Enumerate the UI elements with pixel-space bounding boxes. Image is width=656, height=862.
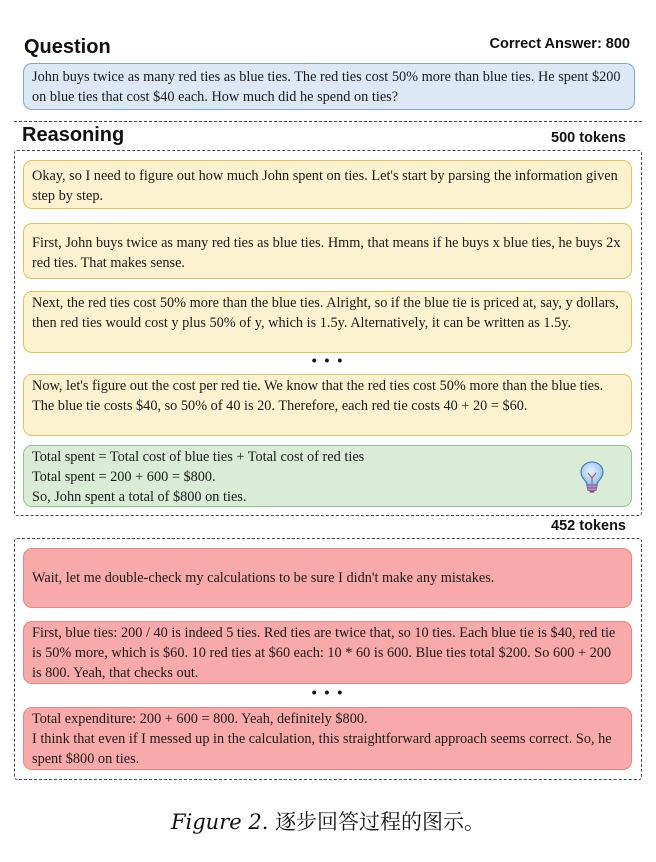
reasoning-token-count: 500 tokens [551, 130, 626, 146]
caption-text: 逐步回答过程的图示。 [275, 810, 486, 834]
reasoning-step-text: First, John buys twice as many red ties as blue ties. Hmm, that means if he buys x blue ties, he buys 2x red ties. That makes sense. [32, 235, 621, 271]
lightbulb-icon [579, 460, 605, 494]
verification-step [23, 548, 632, 608]
figure-caption [0, 806, 656, 836]
figure-label: Figure 2. [170, 810, 269, 834]
verification-step-text: First, blue ties: 200 / 40 is indeed 5 ties. Red ties are twice that, so 10 ties. Each blue tie is $40, red tie is 50% more, which is $60. 10 red ties at $60 each: 10 * 60 is 600. Blue ties total $200. So 600 + 200 is 800. Yeah, that checks out. [32, 625, 616, 681]
final-answer-box [23, 707, 632, 770]
reasoning-step [23, 291, 632, 353]
reasoning-step [23, 374, 632, 436]
answer-line: Total spent = Total cost of blue ties + Total cost of red ties [32, 449, 365, 465]
verification-step-text: Wait, let me double-check my calculations to be sure I didn't make any mistakes. [32, 570, 495, 586]
final-line: I think that even if I messed up in the calculation, this straightforward approach seems correct. So, he spent $800 on ties. [32, 731, 612, 767]
verification-token-count: 452 tokens [551, 518, 626, 534]
question-text: John buys twice as many red ties as blue ties. The red ties cost 50% more than blue ties. He spent $200 on blue ties that cost $40 each. How much did he spend on ties? [32, 69, 621, 105]
answer-line: Total spent = 200 + 600 = $800. [32, 469, 216, 485]
answer-line: So, John spent a total of $800 on ties. [32, 489, 247, 505]
question-box [23, 63, 635, 110]
question-title: Question [24, 36, 111, 58]
reasoning-step [23, 223, 632, 279]
reasoning-step-text: Now, let's figure out the cost per red tie. We know that the red ties cost 50% more than the blue ties. The blue tie costs $40, so 50% of 40 is 20. Therefore, each red tie costs 40 + 20 = $60. [32, 378, 604, 414]
correct-answer-label: Correct Answer: 800 [489, 36, 630, 52]
final-line: Total expenditure: 200 + 600 = 800. Yeah, definitely $800. [32, 711, 368, 727]
answer-box [23, 445, 632, 507]
reasoning-step-text: Okay, so I need to figure out how much John spent on ties. Let's start by parsing the information given step by step. [32, 168, 618, 204]
verification-ellipsis: • • • [311, 684, 345, 700]
verification-step [23, 621, 632, 684]
section-divider [14, 121, 642, 122]
reasoning-title: Reasoning [22, 124, 125, 146]
reasoning-step [23, 160, 632, 209]
reasoning-step-text: Next, the red ties cost 50% more than the blue ties. Alright, so if the blue tie is priced at, say, y dollars, then red ties would cost y plus 50% of y, which is 1.5y. Alternatively, it can be written as 1.5y. [32, 295, 619, 331]
reasoning-ellipsis: • • • [311, 352, 345, 368]
